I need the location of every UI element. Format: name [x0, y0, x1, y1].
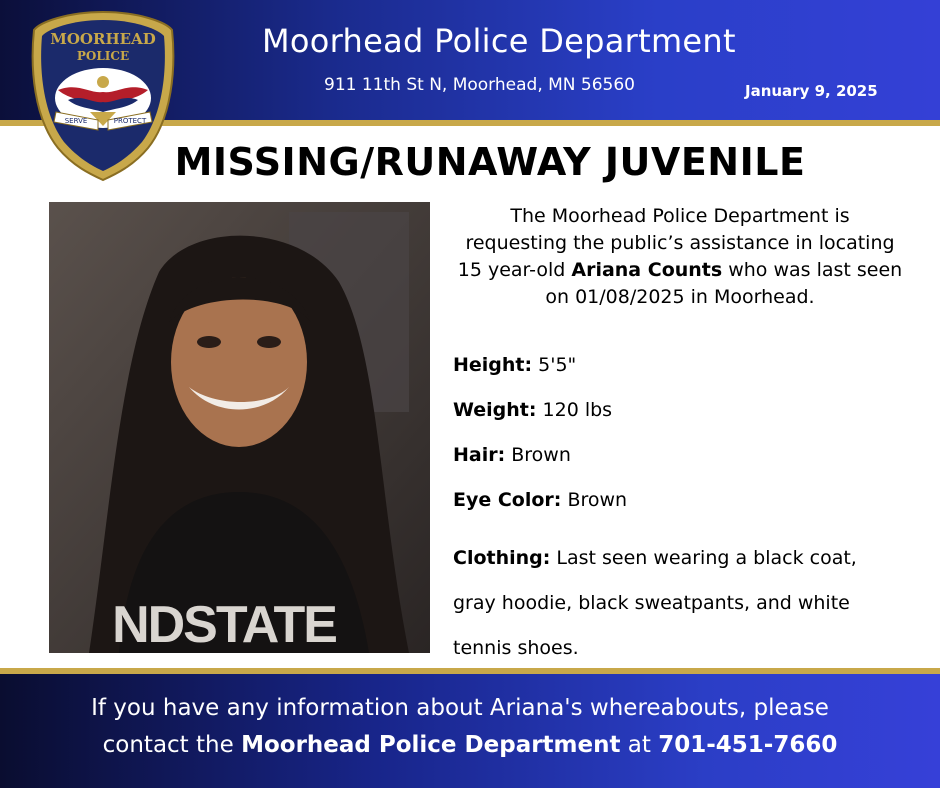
footer-banner: [0, 670, 940, 788]
photo-shirt-text: NDSTATE: [112, 596, 336, 653]
detail-weight: Weight: 120 lbs: [453, 399, 613, 421]
bulletin-date: January 9, 2025: [745, 82, 878, 100]
intro-line-4: on 01/08/2025 in Moorhead.: [545, 286, 815, 308]
detail-height: Height: 5'5": [453, 354, 577, 376]
missing-person-name: Ariana Counts: [571, 259, 723, 281]
footer-contact-line-2: contact the Moorhead Police Department at 701-451-7660: [102, 732, 838, 758]
footer-contact-line-1: If you have any information about Ariana's whereabouts, please: [91, 695, 829, 721]
missing-person-photo: [49, 202, 430, 653]
detail-hair: Hair: Brown: [453, 444, 571, 466]
detail-clothing: Clothing: Last seen wearing a black coat, gray hoodie, black sweatpants, and white tennis shoes.: [453, 547, 857, 659]
intro-line-3: 15 year-old Ariana Counts who was last seen: [457, 259, 903, 281]
gold-divider-bottom: [0, 668, 940, 674]
police-badge-logo: [28, 8, 178, 183]
badge-mid-text: POLICE: [76, 49, 130, 63]
intro-paragraph: [440, 203, 920, 311]
footer-department: Moorhead Police Department: [241, 732, 621, 758]
intro-line-1: The Moorhead Police Department is: [510, 205, 850, 227]
detail-eye-color: Eye Color: Brown: [453, 489, 628, 511]
badge-top-text: MOORHEAD: [50, 30, 156, 48]
department-title: Moorhead Police Department: [262, 22, 736, 60]
bulletin-headline: MISSING/RUNAWAY JUVENILE: [174, 140, 806, 184]
department-address: 911 11th St N, Moorhead, MN 56560: [324, 75, 635, 95]
intro-line-2: requesting the public’s assistance in locating: [465, 232, 895, 254]
footer-phone: 701-451-7660: [658, 732, 838, 758]
badge-ribbon-left: SERVE: [64, 117, 88, 125]
badge-ribbon-right: PROTECT: [113, 117, 147, 125]
